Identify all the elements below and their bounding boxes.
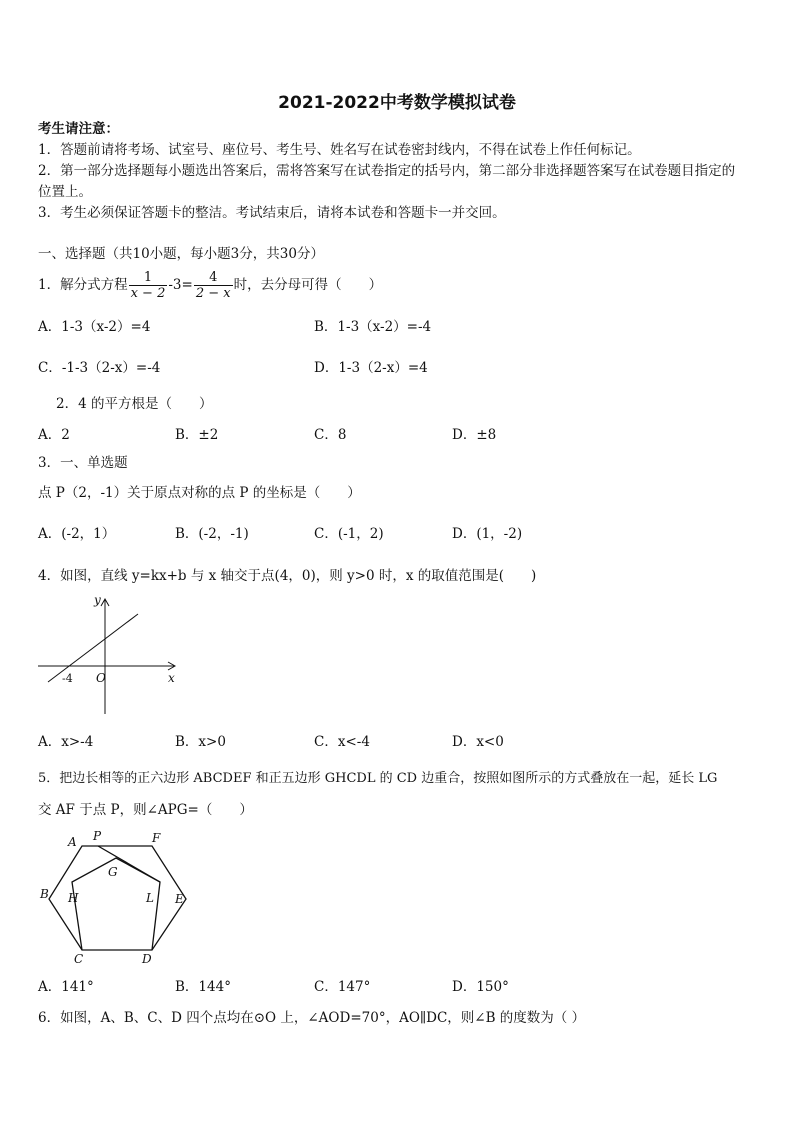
q4-line-graph	[34, 590, 184, 720]
notice-item-3: 3．考生必须保证答题卡的整洁。考试结束后，请将本试卷和答题卡一并交回。	[38, 205, 506, 221]
q1-mid: -3=	[168, 277, 193, 293]
q4-label-y: y	[94, 593, 101, 607]
question-3-sub: 3．一、单选题	[38, 455, 128, 471]
q1-option-a[interactable]: A．1-3（x-2）=4	[38, 319, 151, 335]
q4-label-x: x	[168, 671, 175, 685]
q5-option-a[interactable]: A．141°	[38, 979, 94, 995]
q5-label-c: C	[74, 952, 84, 966]
page-title: 2021-2022中考数学模拟试卷	[278, 93, 516, 113]
q1-prefix: 1．解分式方程	[38, 277, 128, 293]
q4-option-c[interactable]: C．x<-4	[314, 734, 370, 750]
section-heading: 一、选择题（共10小题，每小题3分，共30分）	[38, 246, 324, 262]
q5-label-e: E	[175, 892, 184, 906]
q1-f1-den: x − 2	[130, 286, 166, 301]
question-1-stem	[38, 266, 382, 304]
notice-item-2: 2．第一部分选择题每小题选出答案后，需将答案写在试卷指定的括号内，第二部分非选择题答案写在试卷题目指定的	[38, 163, 736, 179]
q5-label-f: F	[152, 831, 161, 845]
q4-label-minus4: -4	[62, 672, 73, 685]
q5-label-g: G	[108, 865, 118, 879]
q4-option-a[interactable]: A．x>-4	[38, 734, 94, 750]
q2-option-a[interactable]: A．2	[38, 427, 70, 443]
q3-option-d[interactable]: D．(1，-2)	[452, 526, 523, 542]
question-5-line-2: 交 AF 于点 P，则∠APG=（ ）	[38, 802, 253, 818]
q5-label-h: H	[68, 891, 79, 905]
q1-option-d[interactable]: D．1-3（2-x）=4	[314, 360, 428, 376]
q5-option-c[interactable]: C．147°	[314, 979, 371, 995]
q2-option-d[interactable]: D．±8	[452, 427, 497, 443]
question-3-stem: 点 P（2，-1）关于原点对称的点 P 的坐标是（ ）	[38, 485, 361, 501]
q5-label-p: P	[93, 829, 102, 843]
q3-option-a[interactable]: A．(-2，1）	[38, 526, 116, 542]
q1-f2-num: 4	[209, 270, 218, 285]
q2-option-c[interactable]: C．8	[314, 427, 347, 443]
q1-f1-num: 1	[143, 270, 153, 285]
q4-label-o: O	[96, 671, 106, 685]
question-4-stem: 4．如图，直线 y=kx+b 与 x 轴交于点(4，0)，则 y>0 时，x 的取值范围是( )	[38, 568, 537, 584]
notice-item-1: 1．答题前请将考场、试室号、座位号、考生号、姓名写在试卷密封线内，不得在试卷上作任何标记。	[38, 142, 641, 158]
question-6-stem: 6．如图，A、B、C、D 四个点均在⊙O 上，∠AOD=70°，AO∥DC，则∠B 的度数为（ ）	[38, 1010, 586, 1026]
q1-f2-den: 2 − x	[195, 286, 231, 301]
notice-item-2-cont: 位置上。	[38, 184, 92, 200]
q5-hexagon-pentagon-figure	[36, 826, 196, 968]
question-5-line-1: 5．把边长相等的正六边形 ABCDEF 和正五边形 GHCDL 的 CD 边重合，按照如图所示的方式叠放在一起，延长 LG	[38, 771, 718, 786]
notice-heading: 考生请注意：	[38, 121, 119, 137]
question-2-stem: 2．4 的平方根是（ ）	[56, 396, 213, 412]
q3-option-b[interactable]: B．(-2，-1)	[175, 526, 249, 542]
q3-option-c[interactable]: C．(-1，2)	[314, 526, 384, 542]
q1-fraction-1	[129, 270, 168, 301]
q5-label-d: D	[142, 952, 152, 966]
q4-option-d[interactable]: D．x<0	[452, 734, 504, 750]
q5-label-a: A	[68, 835, 77, 849]
q5-label-b: B	[40, 887, 49, 901]
q1-fraction-2	[194, 270, 233, 301]
q2-option-b[interactable]: B．±2	[175, 427, 219, 443]
q5-option-d[interactable]: D．150°	[452, 979, 509, 995]
q1-option-c[interactable]: C．-1-3（2-x）=-4	[38, 360, 161, 376]
q5-label-l: L	[146, 891, 154, 905]
q4-option-b[interactable]: B．x>0	[175, 734, 226, 750]
q1-suffix: 时，去分母可得（ ）	[233, 277, 383, 293]
q1-option-b[interactable]: B．1-3（x-2）=-4	[314, 319, 432, 335]
q5-option-b[interactable]: B．144°	[175, 979, 231, 995]
